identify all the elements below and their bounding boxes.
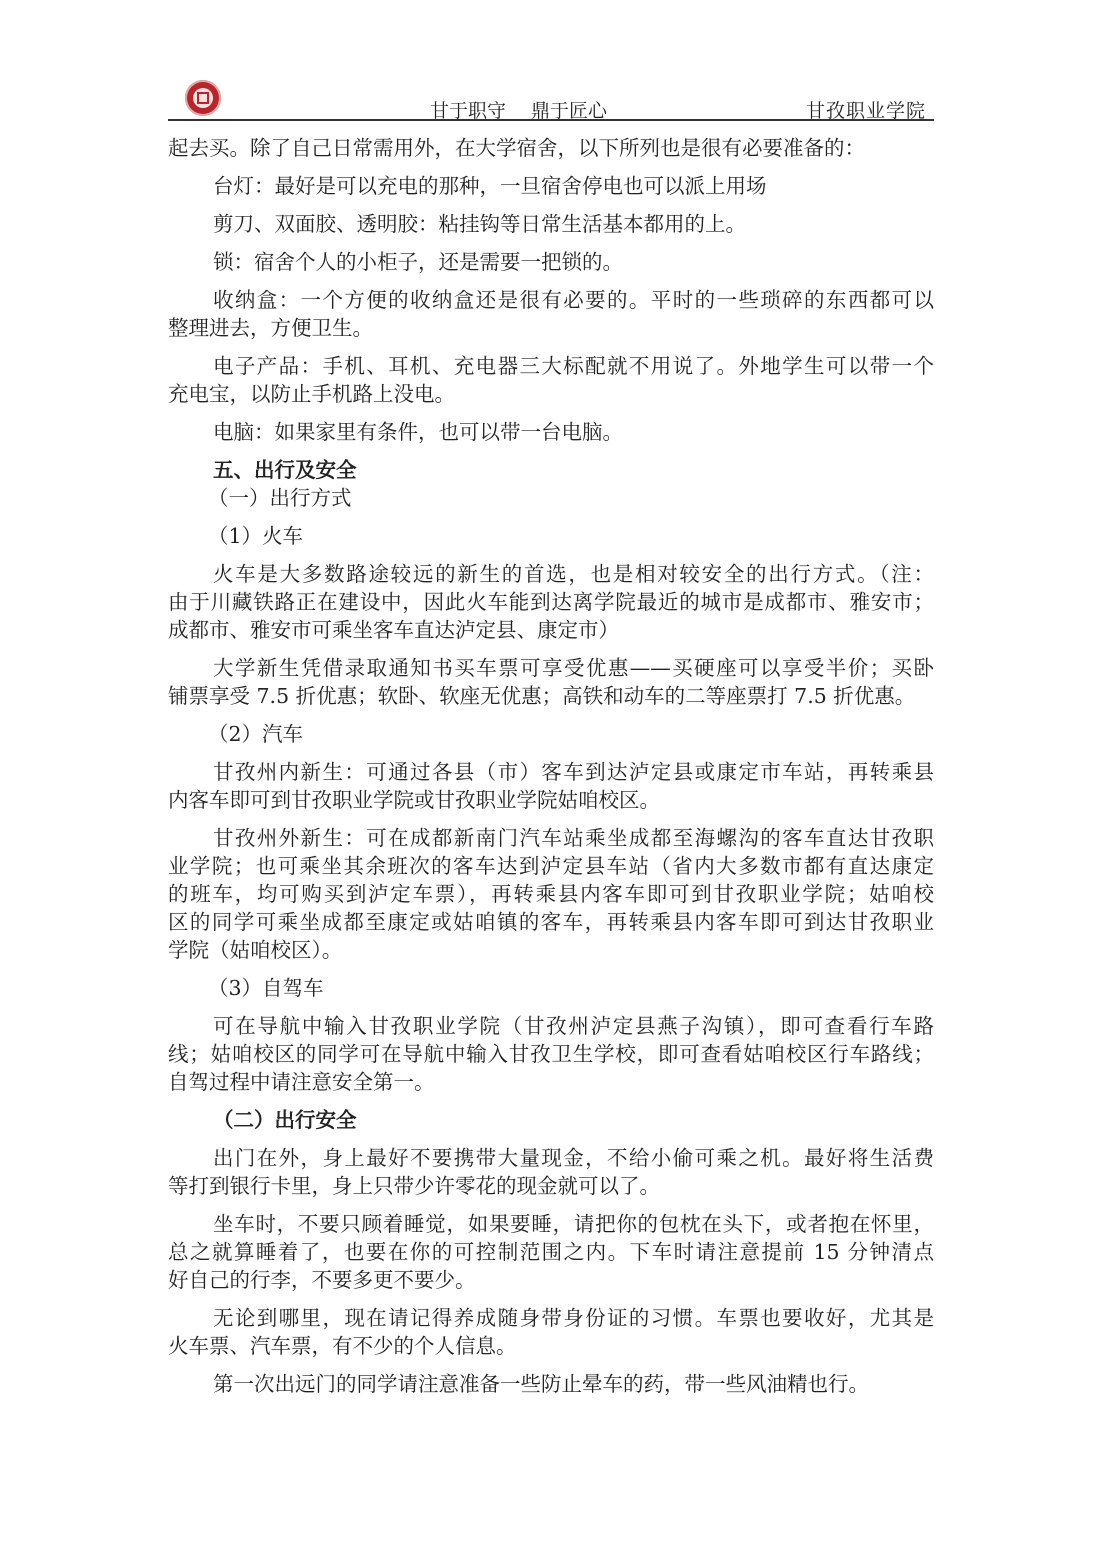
school-logo: [185, 80, 221, 116]
text-line: 收纳盒：一个方便的收纳盒还是很有必要的。平时的一些琐碎的东西都可以: [213, 288, 934, 312]
text-line: （2）汽车: [208, 722, 304, 746]
text-line: 大学新生凭借录取通知书买车票可享受优惠——买硬座可以享受半价；买卧: [213, 656, 934, 680]
paragraph: [168, 352, 934, 408]
text-line: 第一次出远门的同学请注意准备一些防止晕车的药，带一些风油精也行。: [213, 1372, 869, 1396]
text-line: 起去买。除了自己日常需用外，在大学宿舍，以下所列也是很有必要准备的：: [168, 136, 865, 160]
paragraph: [168, 248, 934, 276]
text-line: 铺票享受 7.5 折优惠；软卧、软座无优惠；高铁和动车的二等座票打 7.5 折优惠。: [168, 684, 916, 708]
text-line: 剪刀、双面胶、透明胶：粘挂钩等日常生活基本都用的上。: [213, 212, 746, 236]
text-line: 学院（姑咱校区）。: [168, 938, 343, 962]
text-line: 五、出行及安全: [213, 458, 357, 482]
text-line: 甘孜州外新生：可在成都新南门汽车站乘坐成都至海螺沟的客车直达甘孜职: [213, 826, 934, 850]
text-line: 出门在外，身上最好不要携带大量现金，不给小偷可乘之机。最好将生活费: [213, 1146, 934, 1170]
paragraph: [168, 418, 934, 446]
text-line: 内客车即可到甘孜职业学院或甘孜职业学院姑咱校区。: [168, 788, 660, 812]
text-line: 区的同学可乘坐成都至康定或姑咱镇的客车，再转乘县内客车即可到达甘孜职业: [168, 910, 934, 934]
paragraph: [168, 210, 934, 238]
text-line: 的班车，均可购买到泸定车票），再转乘县内客车即可到甘孜职业学院；姑咱校: [168, 882, 934, 906]
text-line: 电脑：如果家里有条件，也可以带一台电脑。: [213, 420, 623, 444]
text-line: 可在导航中输入甘孜职业学院（甘孜州泸定县燕子沟镇），即可查看行车路: [213, 1014, 934, 1038]
text-line: 自驾过程中请注意安全第一。: [168, 1070, 435, 1094]
paragraph: [168, 286, 934, 342]
text-line: 锁：宿舍个人的小柜子，还是需要一把锁的。: [213, 250, 623, 274]
text-line: （二）出行安全: [213, 1108, 357, 1132]
header-divider: [168, 119, 934, 121]
text-line: （一）出行方式: [208, 486, 352, 510]
paragraph: [168, 1370, 934, 1398]
paragraph: [168, 758, 934, 814]
text-line: 电子产品：手机、耳机、充电器三大标配就不用说了。外地学生可以带一个: [213, 354, 934, 378]
document-body: [168, 134, 934, 1398]
paragraph: [168, 1210, 934, 1294]
section-heading: [168, 1106, 934, 1134]
text-line: 等打到银行卡里，身上只带少许零花的现金就可以了。: [168, 1174, 660, 1198]
text-line: 由于川藏铁路正在建设中，因此火车能到达离学院最近的城市是成都市、雅安市；: [168, 590, 934, 614]
text-line: 甘孜州内新生：可通过各县（市）客车到达泸定县或康定市车站，再转乘县: [213, 760, 934, 784]
subsection-heading: [168, 974, 934, 1002]
text-line: 总之就算睡着了，也要在你的可控制范围之内。下车时请注意提前 15 分钟清点: [168, 1240, 934, 1264]
text-line: 成都市、雅安市可乘坐客车直达泸定县、康定市）: [168, 618, 619, 642]
text-line: 无论到哪里，现在请记得养成随身带身份证的习惯。车票也要收好，尤其是: [213, 1306, 934, 1330]
text-line: （1）火车: [208, 524, 304, 548]
paragraph: [168, 654, 934, 710]
subsection-heading: [168, 720, 934, 748]
text-line: 线；姑咱校区的同学可在导航中输入甘孜卫生学校，即可查看姑咱校区行车路线；: [168, 1042, 934, 1066]
paragraph: [168, 824, 934, 964]
section-heading: [168, 456, 934, 484]
paragraph: [168, 134, 934, 162]
paragraph: [168, 1304, 934, 1360]
text-line: （3）自驾车: [208, 976, 324, 1000]
paragraph: [168, 560, 934, 644]
text-line: 坐车时，不要只顾着睡觉，如果要睡，请把你的包枕在头下，或者抱在怀里，: [213, 1212, 934, 1236]
text-line: 火车是大多数路途较远的新生的首选，也是相对较安全的出行方式。（注：: [213, 562, 934, 586]
text-line: 火车票、汽车票，有不少的个人信息。: [168, 1334, 517, 1358]
text-line: 台灯：最好是可以充电的那种，一旦宿舍停电也可以派上用场: [213, 174, 767, 198]
paragraph: [168, 1144, 934, 1200]
text-line: 整理进去，方便卫生。: [168, 316, 373, 340]
subsection-heading: [168, 484, 934, 512]
header-school-name: 甘孜职业学院: [806, 100, 927, 122]
subsection-heading: [168, 522, 934, 550]
paragraph: [168, 1012, 934, 1096]
text-line: 充电宝，以防止手机路上没电。: [168, 382, 455, 406]
header-motto: 甘于职守 鼎于匠心: [430, 100, 608, 122]
text-line: 好自己的行李，不要多更不要少。: [168, 1268, 476, 1292]
paragraph: [168, 172, 934, 200]
text-line: 业学院；也可乘坐其余班次的客车达到泸定县车站（省内大多数市都有直达康定: [168, 854, 934, 878]
